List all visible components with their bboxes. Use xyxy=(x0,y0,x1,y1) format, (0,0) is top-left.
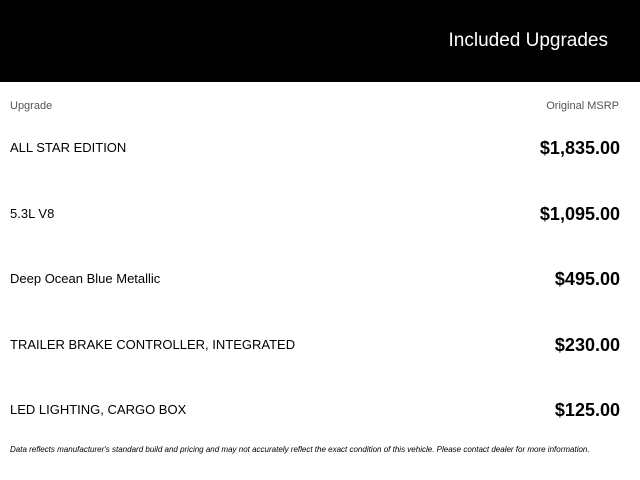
column-header-msrp: Original MSRP xyxy=(546,100,619,112)
column-header-upgrade: Upgrade xyxy=(10,100,53,112)
list-item xyxy=(0,246,640,312)
upgrade-price: $495.00 xyxy=(554,269,620,289)
upgrade-price: $125.00 xyxy=(554,400,620,420)
upgrade-price: $230.00 xyxy=(554,334,620,355)
upgrade-price: $1,095.00 xyxy=(539,203,620,224)
upgrade-price: $1,835.00 xyxy=(539,138,620,158)
disclaimer-text: Data reflects manufacturer's standard build and pricing and may not accurately reflect the exact condition of this vehicle. Please contact dealer for more information. xyxy=(10,445,590,454)
upgrades-list xyxy=(0,115,640,443)
upgrade-name: 5.3L V8 xyxy=(10,205,55,221)
list-item xyxy=(0,181,640,247)
upgrade-name: ALL STAR EDITION xyxy=(10,140,127,155)
upgrade-name: Deep Ocean Blue Metallic xyxy=(10,271,161,286)
list-item xyxy=(0,115,640,181)
list-item xyxy=(0,377,640,443)
list-item xyxy=(0,312,640,378)
page-title: Included Upgrades xyxy=(448,30,608,51)
upgrade-name: TRAILER BRAKE CONTROLLER, INTEGRATED xyxy=(10,336,296,352)
upgrade-name: LED LIGHTING, CARGO BOX xyxy=(10,402,187,417)
header-banner xyxy=(0,0,640,82)
